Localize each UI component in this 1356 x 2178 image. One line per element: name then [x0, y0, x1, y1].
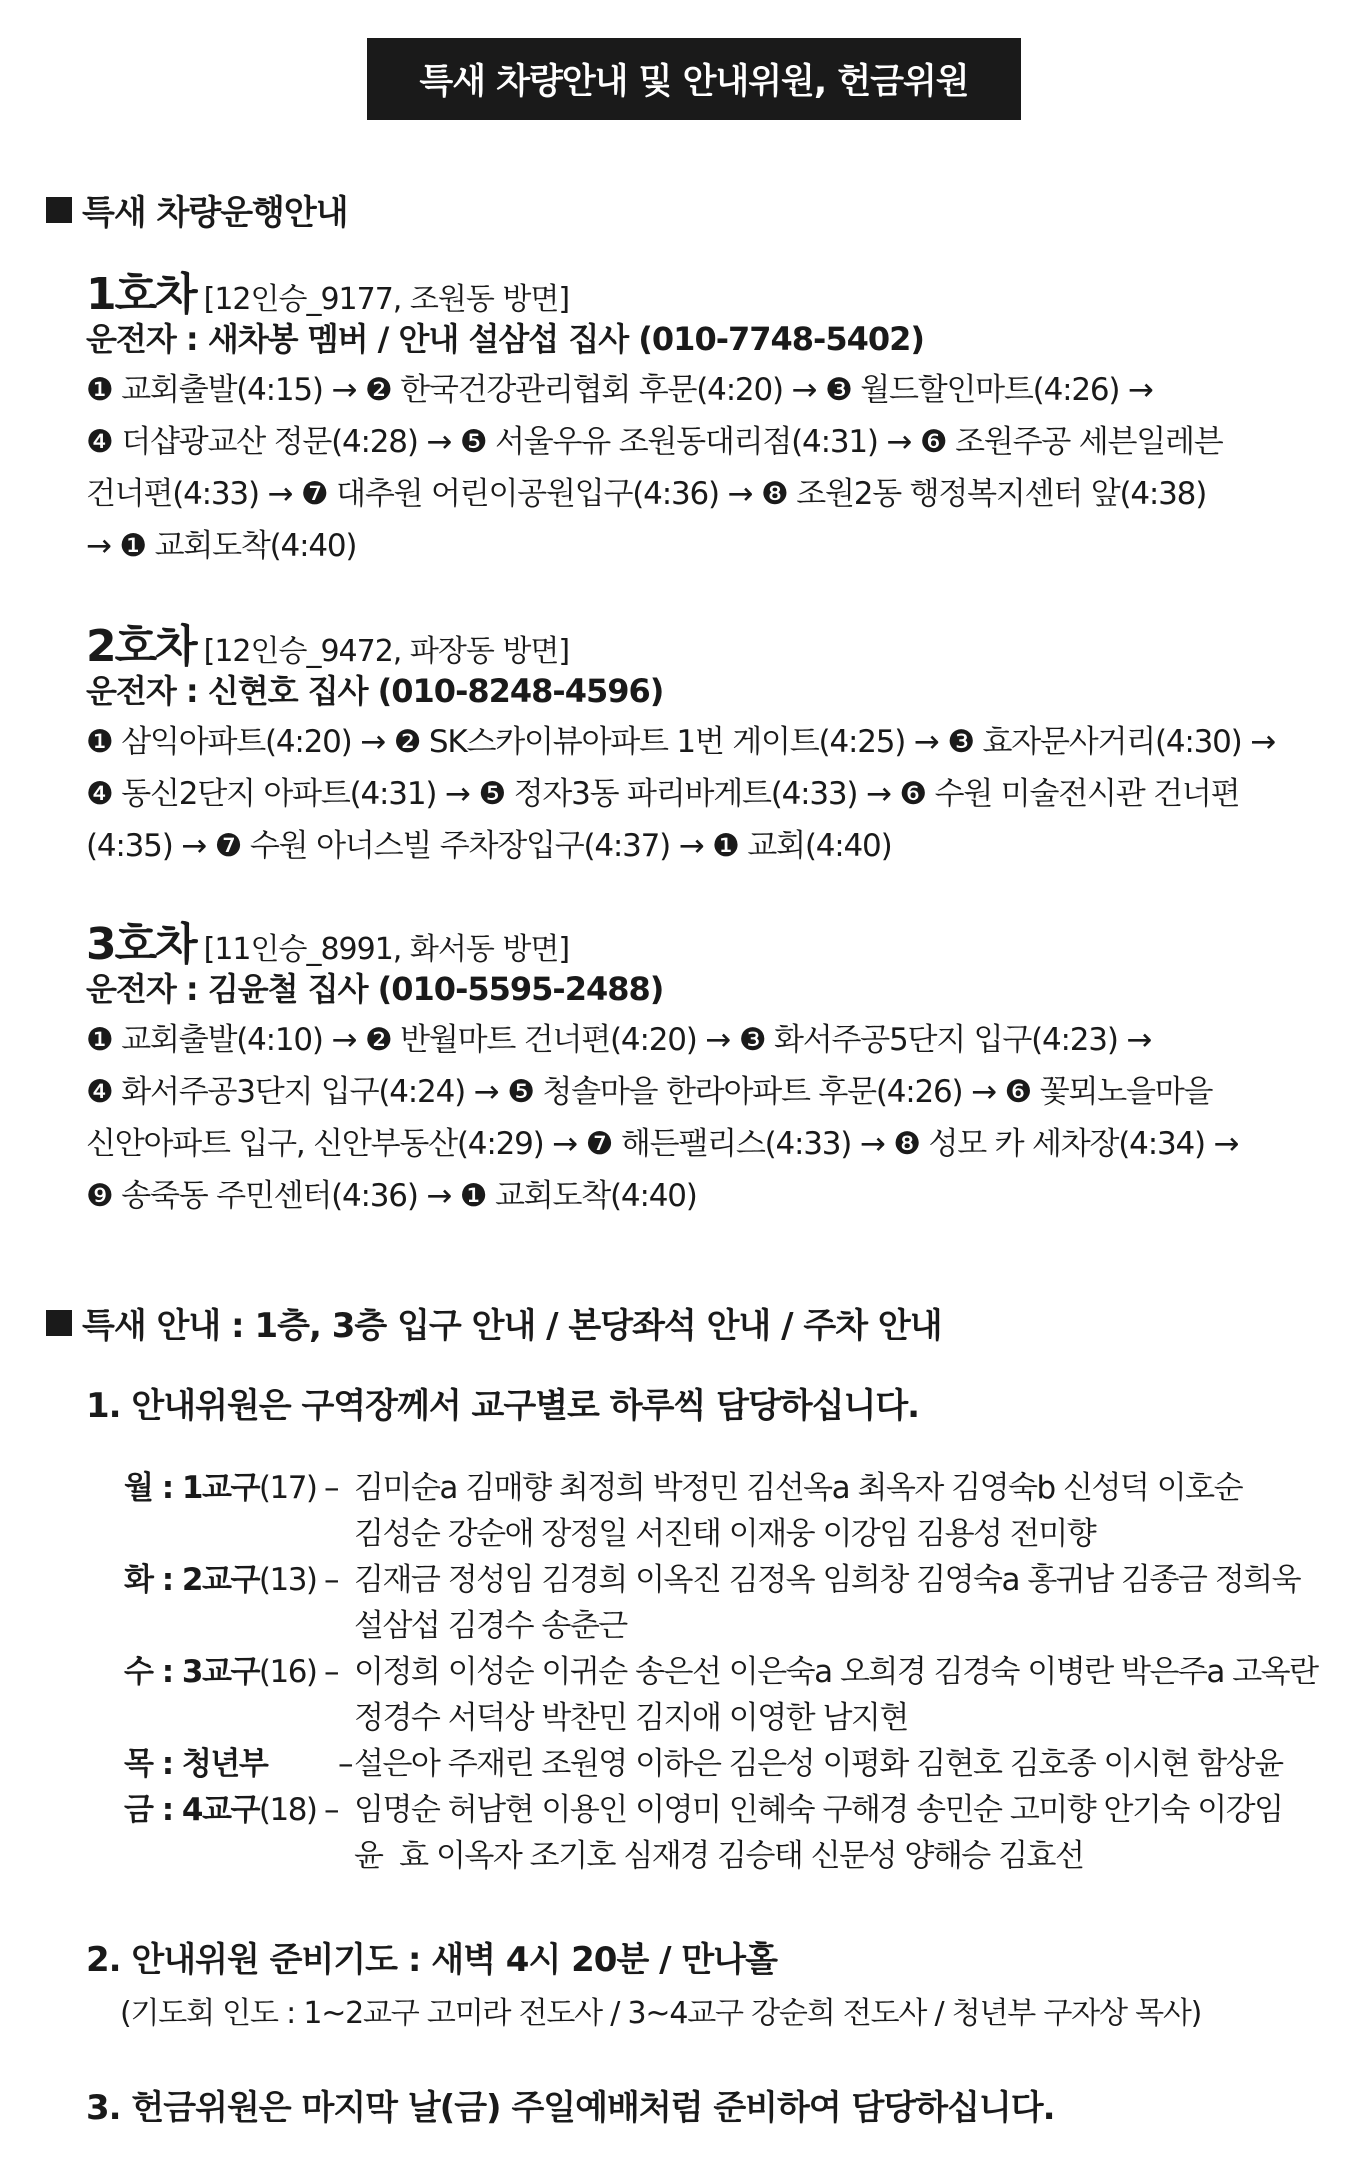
route-line: ❾ 송죽동 주민센터(4:36) → ❶ 교회도착(4:40) — [86, 1178, 697, 1214]
roster-row-tue — [124, 1557, 1324, 1649]
roster-dash: – — [324, 1562, 338, 1598]
roster-row-thu — [124, 1741, 1324, 1787]
usher-item-1: 1. 안내위원은 구역장께서 교구별로 하루씩 담당하십니다. — [86, 1386, 920, 1426]
vehicle-info: [12인승_9472, 파장동 방면] — [203, 634, 570, 669]
route-line: ❹ 더샵광교산 정문(4:28) → ❺ 서울우유 조원동대리점(4:31) → ❻ 조원주공 세븐일레븐 — [86, 424, 1223, 460]
route-line: ❶ 삼익아파트(4:20) → ❷ SK스카이뷰아파트 1번 게이트(4:25) → ❸ 효자문사거리(4:30) → — [86, 724, 1275, 760]
route-line: ❹ 동신2단지 아파트(4:31) → ❺ 정자3동 파리바게트(4:33) → ❻ 수원 미술전시관 건너편 — [86, 776, 1240, 812]
roster-row-wed — [124, 1649, 1324, 1741]
square-bullet-icon — [46, 197, 72, 223]
roster-row-mon — [124, 1465, 1324, 1557]
roster-day: 금 : 4교구 — [124, 1792, 259, 1828]
usher-item-2: 2. 안내위원 준비기도 : 새벽 4시 20분 / 만나홀 — [86, 1940, 777, 1980]
roster-names: 정경수 서덕상 박찬민 김지애 이영한 남지현 — [354, 1700, 908, 1736]
roster-names: 설삼섭 김경수 송춘근 — [354, 1608, 627, 1644]
route-line: 신안아파트 입구, 신안부동산(4:29) → ❼ 해든팰리스(4:33) → ❽ 성모 카 세차장(4:34) → — [86, 1126, 1239, 1162]
roster-day: 목 : 청년부 — [124, 1746, 268, 1782]
roster-names: 윤 효 이옥자 조기호 심재경 김승태 신문성 양해승 김효선 — [354, 1838, 1084, 1874]
roster-names: 임명순 허남현 이용인 이영미 인혜숙 구해경 송민순 고미향 안기숙 이강임 — [354, 1792, 1283, 1828]
vehicle-3 — [86, 908, 1326, 1222]
roster-dash: – — [324, 1470, 338, 1506]
route-line: ❶ 교회출발(4:15) → ❷ 한국건강관리협회 후문(4:20) → ❸ 월드할인마트(4:26) → — [86, 372, 1153, 408]
vehicle-1 — [86, 258, 1326, 572]
roster-names: 김재금 정성임 김경희 이옥진 김정옥 임희창 김영숙a 홍귀남 김종금 정희욱 — [354, 1562, 1301, 1598]
vehicle-2 — [86, 610, 1326, 872]
prayer-leader-note: (기도회 인도 : 1~2교구 고미라 전도사 / 3~4교구 강순희 전도사 / 청년부 구자상 목사) — [120, 1996, 1202, 2031]
roster-day: 수 : 3교구 — [124, 1654, 259, 1690]
page-title: 특새 차량안내 및 안내위원, 헌금위원 — [367, 38, 1021, 120]
route-line: 건너편(4:33) → ❼ 대추원 어린이공원입구(4:36) → ❽ 조원2동 행정복지센터 앞(4:38) — [86, 476, 1207, 512]
roster-dash: – — [338, 1746, 352, 1782]
section-usher-heading: 특새 안내 : 1층, 3층 입구 안내 / 본당좌석 안내 / 주차 안내 — [46, 1298, 942, 1347]
roster-count: (13) — [258, 1562, 317, 1598]
roster-dash: – — [324, 1792, 338, 1828]
roster-day: 월 : 1교구 — [124, 1470, 259, 1506]
roster-count: (18) — [258, 1792, 317, 1828]
roster-dash: – — [324, 1654, 338, 1690]
square-bullet-icon — [46, 1310, 72, 1336]
roster-count: (17) — [258, 1470, 317, 1506]
vehicle-name: 1호차 — [86, 269, 196, 320]
roster-row-fri — [124, 1787, 1324, 1879]
usher-roster — [124, 1465, 1324, 1879]
roster-count: (16) — [258, 1654, 317, 1690]
vehicle-driver: 운전자 : 신현호 집사 (010-8248-4596) — [86, 672, 664, 710]
roster-names: 설은아 주재린 조원영 이하은 김은성 이평화 김현호 김호종 이시현 함상윤 — [354, 1746, 1283, 1782]
vehicle-driver: 운전자 : 새차봉 멤버 / 안내 설삼섭 집사 (010-7748-5402) — [86, 320, 925, 358]
roster-names: 이정희 이성순 이귀순 송은선 이은숙a 오희경 김경숙 이병란 박은주a 고옥란 — [354, 1654, 1318, 1690]
vehicle-name: 3호차 — [86, 919, 196, 970]
route-line: (4:35) → ❼ 수원 아너스빌 주차장입구(4:37) → ❶ 교회(4:40) — [86, 828, 892, 864]
route-line: ❶ 교회출발(4:10) → ❷ 반월마트 건너편(4:20) → ❸ 화서주공5단지 입구(4:23) → — [86, 1022, 1152, 1058]
roster-names: 김성순 강순애 장정일 서진태 이재웅 이강임 김용성 전미향 — [354, 1516, 1096, 1552]
route-line: ❹ 화서주공3단지 입구(4:24) → ❺ 청솔마을 한라아파트 후문(4:26) → ❻ 꽃뫼노을마을 — [86, 1074, 1213, 1110]
roster-names: 김미순a 김매향 최정희 박정민 김선옥a 최옥자 김영숙b 신성덕 이호순 — [354, 1470, 1243, 1506]
vehicle-info: [12인승_9177, 조원동 방면] — [203, 282, 570, 317]
offering-item-3: 3. 헌금위원은 마지막 날(금) 주일예배처럼 준비하여 담당하십니다. — [86, 2088, 1055, 2128]
roster-day: 화 : 2교구 — [124, 1562, 259, 1598]
vehicle-driver: 운전자 : 김윤철 집사 (010-5595-2488) — [86, 970, 664, 1008]
vehicle-info: [11인승_8991, 화서동 방면] — [203, 932, 570, 967]
section-vehicle-heading: 특새 차량운행안내 — [46, 185, 348, 234]
vehicle-name: 2호차 — [86, 621, 196, 672]
route-line: → ❶ 교회도착(4:40) — [86, 528, 357, 564]
